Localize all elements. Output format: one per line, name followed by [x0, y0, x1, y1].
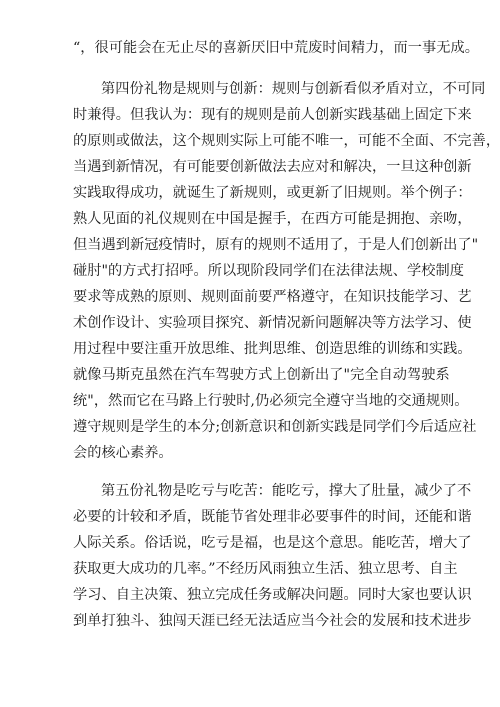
- text-line: 遵守规则是学生的本分;创新意识和创新实践是同学们今后适应社: [73, 419, 477, 435]
- text-line: 会的核心素养。: [73, 445, 173, 461]
- paragraph-start-line: 第五份礼物是吃亏与吃苦：能吃亏，撑大了肚量，减少了不: [101, 483, 472, 499]
- text-line: “，很可能会在无止尽的喜新厌旧中荒废时间精力，而一事无成。: [73, 40, 479, 56]
- paragraph-start-line: 第四份礼物是规则与创新：规则与创新看似矛盾对立，不可同: [101, 81, 486, 97]
- text-line: 用过程中要注重开放思维、批判思维、创造思维的训练和实践。: [73, 341, 472, 357]
- text-line: 必要的计较和矛盾，既能节省处理非必要事件的时间，还能和谐: [73, 509, 472, 525]
- text-line: 当遇到新情况，有可能要创新做法去应对和解决，一旦这种创新: [73, 159, 472, 175]
- text-line: 碰肘"的方式打招呼。所以现阶段同学们在法律法规、学校制度: [73, 263, 464, 279]
- text-line: 要求等成熟的原则、规则面前要严格遵守，在知识技能学习、艺: [73, 289, 472, 305]
- text-line: 术创作设计、实验项目探究、新情况新问题解决等方法学习、使: [73, 315, 472, 331]
- text-line: 到单打独斗、独闯天涯已经无法适应当今社会的发展和技术进步: [73, 613, 472, 629]
- text-line: 的原则或做法，这个规则实际上可能不唯一，可能不全面、不完善，: [73, 133, 500, 149]
- text-line: 学习、自主决策、独立完成任务或解决问题。同时大家也要认识: [73, 587, 472, 603]
- text-line: 获取更大成功的几率。”不经历风雨独立生活、独立思考、自主: [73, 561, 458, 577]
- text-line: 统"，然而它在马路上行驶时,仍必须完全遵守当地的交通规则。: [73, 393, 469, 409]
- text-line: 但当遇到新冠疫情时，原有的规则不适用了，于是人们创新出了": [73, 237, 479, 253]
- text-line: 时兼得。但我认为：现有的规则是前人创新实践基础上固定下来: [73, 107, 472, 123]
- text-line: 就像马斯克虽然在汽车驾驶方式上创新出了"完全自动驾驶系: [73, 367, 450, 383]
- text-line: 人际关系。俗话说，吃亏是福，也是这个意思。能吃苦，增大了: [73, 535, 472, 551]
- text-line: 实践取得成功，就诞生了新规则，或更新了旧规则。举个例子：: [73, 185, 472, 201]
- text-line: 熟人见面的礼仪规则在中国是握手，在西方可能是拥抱、亲吻，: [73, 211, 472, 227]
